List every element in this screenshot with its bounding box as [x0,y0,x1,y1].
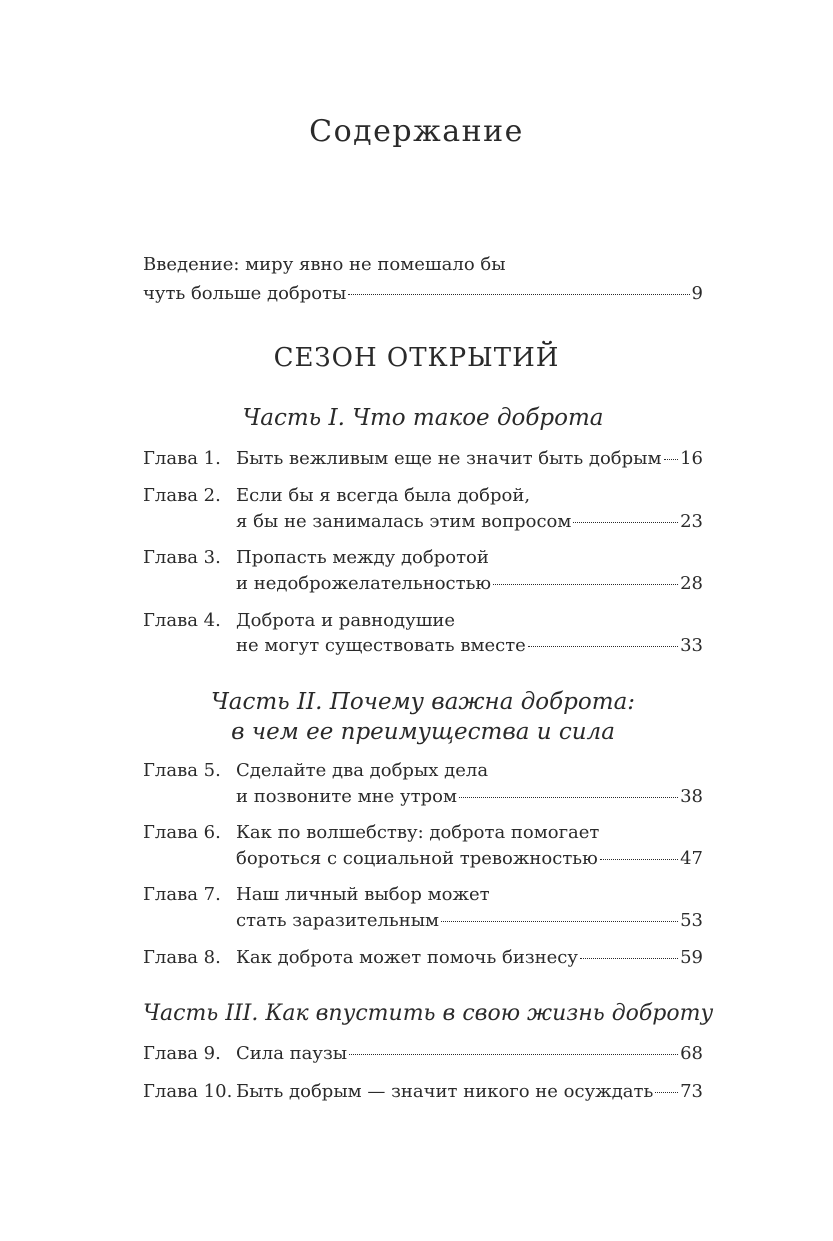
chapter-7-title-line-2: стать заразительным [236,910,440,931]
chapter-2-entry[interactable] [236,509,703,535]
chapter-6-entry[interactable] [236,846,703,872]
chapter-9-title: Сила паузы [236,1043,348,1064]
chapter-6-title-line-1: Как по волшебству: доброта помогает [236,822,600,843]
chapter-3-label: Глава 3. [143,547,221,568]
chapter-5-entry[interactable] [236,784,703,810]
dot-leader [655,1092,678,1093]
dot-leader [459,797,678,798]
chapter-10-title: Быть добрым — значит никого не осуждать [236,1081,654,1102]
page-title: Содержание [309,114,524,149]
chapter-6-label: Глава 6. [143,822,221,843]
part-1-title: Часть I. Что такое доброта [242,405,604,431]
chapter-9-page: 68 [680,1043,703,1064]
chapter-9-label: Глава 9. [143,1043,221,1064]
chapter-5-label: Глава 5. [143,760,221,781]
chapter-8-entry[interactable] [236,945,703,971]
chapter-2-label: Глава 2. [143,485,221,506]
chapter-8-label: Глава 8. [143,947,221,968]
part-3-title: Часть III. Как впустить в свою жизнь доброту [143,1001,714,1026]
chapter-4-title-line-1: Доброта и равнодушие [236,610,456,631]
dot-leader [349,1054,678,1055]
chapter-2-title-line-2: я бы не занималась этим вопросом [236,511,572,532]
chapter-8-title: Как доброта может помочь бизнесу [236,947,578,968]
intro-line-2: чуть больше доброты [143,283,347,304]
chapter-6-page: 47 [680,848,703,869]
chapter-4-entry[interactable] [236,633,703,659]
chapter-8-page: 59 [680,947,703,968]
chapter-5-page: 38 [680,786,703,807]
chapter-4-page: 33 [680,635,703,656]
chapter-3-page: 28 [680,573,703,594]
intro-page-number: 9 [691,283,703,304]
dot-leader [441,921,678,922]
intro-line-1: Введение: миру явно не помешало бы [143,254,506,275]
chapter-10-page: 73 [680,1081,703,1102]
chapter-6-title-line-2: бороться с социальной тревожностью [236,848,598,869]
chapter-4-title-line-2: не могут существовать вместе [236,635,526,656]
chapter-3-title-line-2: и недоброжелательностью [236,573,492,594]
chapter-2-page: 23 [680,511,703,532]
dot-leader [600,859,678,860]
season-heading: СЕЗОН ОТКРЫТИЙ [273,343,560,373]
chapter-1-title: Быть вежливым еще не значит быть добрым [236,448,662,469]
chapter-10-entry[interactable] [236,1079,703,1105]
dot-leader [493,584,678,585]
part-2-title-line-2: в чем ее преимущества и сила [231,719,615,745]
chapter-1-label: Глава 1. [143,448,221,469]
part-2-title-line-1: Часть II. Почему важна доброта: [210,689,636,715]
chapter-1-entry[interactable] [236,446,703,472]
dot-leader [348,294,689,295]
chapter-4-label: Глава 4. [143,610,221,631]
intro-entry[interactable] [143,281,703,307]
chapter-7-entry[interactable] [236,908,703,934]
chapter-9-entry[interactable] [236,1041,703,1067]
chapter-1-page: 16 [680,448,703,469]
chapter-5-title-line-2: и позвоните мне утром [236,786,457,807]
dot-leader [664,459,679,460]
chapter-3-entry[interactable] [236,571,703,597]
dot-leader [580,958,678,959]
dot-leader [528,646,678,647]
chapter-3-title-line-1: Пропасть между добротой [236,547,489,568]
dot-leader [573,522,678,523]
chapter-2-title-line-1: Если бы я всегда была доброй, [236,485,531,506]
chapter-10-label: Глава 10. [143,1081,233,1102]
chapter-7-title-line-1: Наш личный выбор может [236,884,490,905]
chapter-7-page: 53 [680,910,703,931]
chapter-5-title-line-1: Сделайте два добрых дела [236,760,489,781]
chapter-7-label: Глава 7. [143,884,221,905]
